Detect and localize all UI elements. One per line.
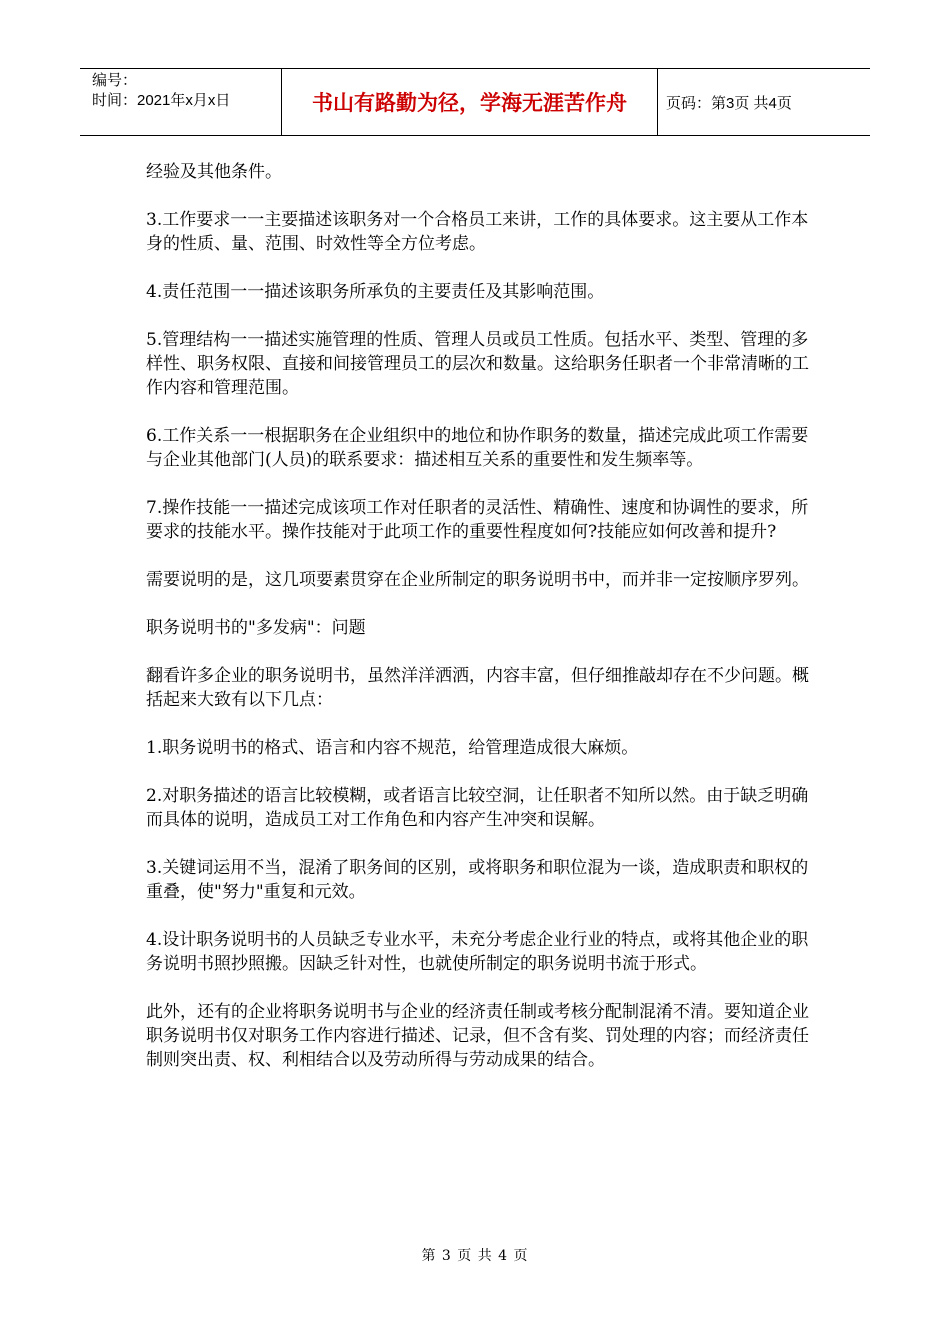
page-header [80,68,870,136]
paragraph: 3.关键词运用不当，混淆了职务间的区别，或将职务和职位混为一谈，造成职责和职权的重叠，使"努力"重复和元效。 [146,858,809,902]
header-motto-cell [282,69,658,135]
paragraph: 此外，还有的企业将职务说明书与企业的经济责任制或考核分配制混淆不清。要知道企业职务说明书仅对职务工作内容进行描述、记录，但不含有奖、罚处理的内容；而经济责任制则突出责、权、利相结合以及劳动所得与劳动成果的结合。 [146,1002,809,1070]
header-motto: 书山有路勤为径，学海无涯苦作舟 [312,92,627,115]
paragraph: 翻看许多企业的职务说明书，虽然洋洋洒洒，内容丰富，但仔细推敲却存在不少问题。概括起来大致有以下几点： [146,666,809,710]
paragraph: 5.管理结构一一描述实施管理的性质、管理人员或员工性质。包括水平、类型、管理的多样性、职务权限、直接和间接管理员工的层次和数量。这给职务任职者一个非常清晰的工作内容和管理范围。 [146,330,809,398]
paragraph: 经验及其他条件。 [146,162,282,182]
document-body [146,160,811,1096]
header-page-number: 页码：第3页 共4页 [666,94,792,112]
paragraph: 4.设计职务说明书的人员缺乏专业水平，未充分考虑企业行业的特点，或将其他企业的职务说明书照抄照搬。因缺乏针对性，也就使所制定的职务说明书流于形式。 [146,930,809,974]
paragraph: 7.操作技能一一描述完成该项工作对任职者的灵活性、精确性、速度和协调性的要求，所要求的技能水平。操作技能对于此项工作的重要性程度如何?技能应如何改善和提升? [146,498,809,542]
page-footer: 第 3 页 共 4 页 [421,1248,529,1264]
paragraph: 3.工作要求一一主要描述该职务对一个合格员工来讲，工作的具体要求。这主要从工作本身的性质、量、范围、时效性等全方位考虑。 [146,210,809,254]
paragraph: 2.对职务描述的语言比较模糊，或者语言比较空洞，让任职者不知所以然。由于缺乏明确而具体的说明，造成员工对工作角色和内容产生冲突和误解。 [146,786,809,830]
paragraph: 4.责任范围一一描述该职务所承负的主要责任及其影响范围。 [146,282,605,302]
paragraph: 1.职务说明书的格式、语言和内容不规范，给管理造成很大麻烦。 [146,738,639,758]
paragraph: 需要说明的是，这几项要素贯穿在企业所制定的职务说明书中，而并非一定按顺序罗列。 [146,570,809,590]
document-number-label: 编号： [92,72,138,89]
header-page-cell [658,69,870,135]
paragraph: 6.工作关系一一根据职务在企业组织中的地位和协作职务的数量，描述完成此项工作需要与企业其他部门(人员)的联系要求：描述相互关系的重要性和发生频率等。 [146,426,809,470]
section-heading: 职务说明书的"多发病"：问题 [146,618,366,638]
document-date-label: 时间：2021年x月x日 [92,92,231,109]
header-meta-cell [80,69,282,135]
